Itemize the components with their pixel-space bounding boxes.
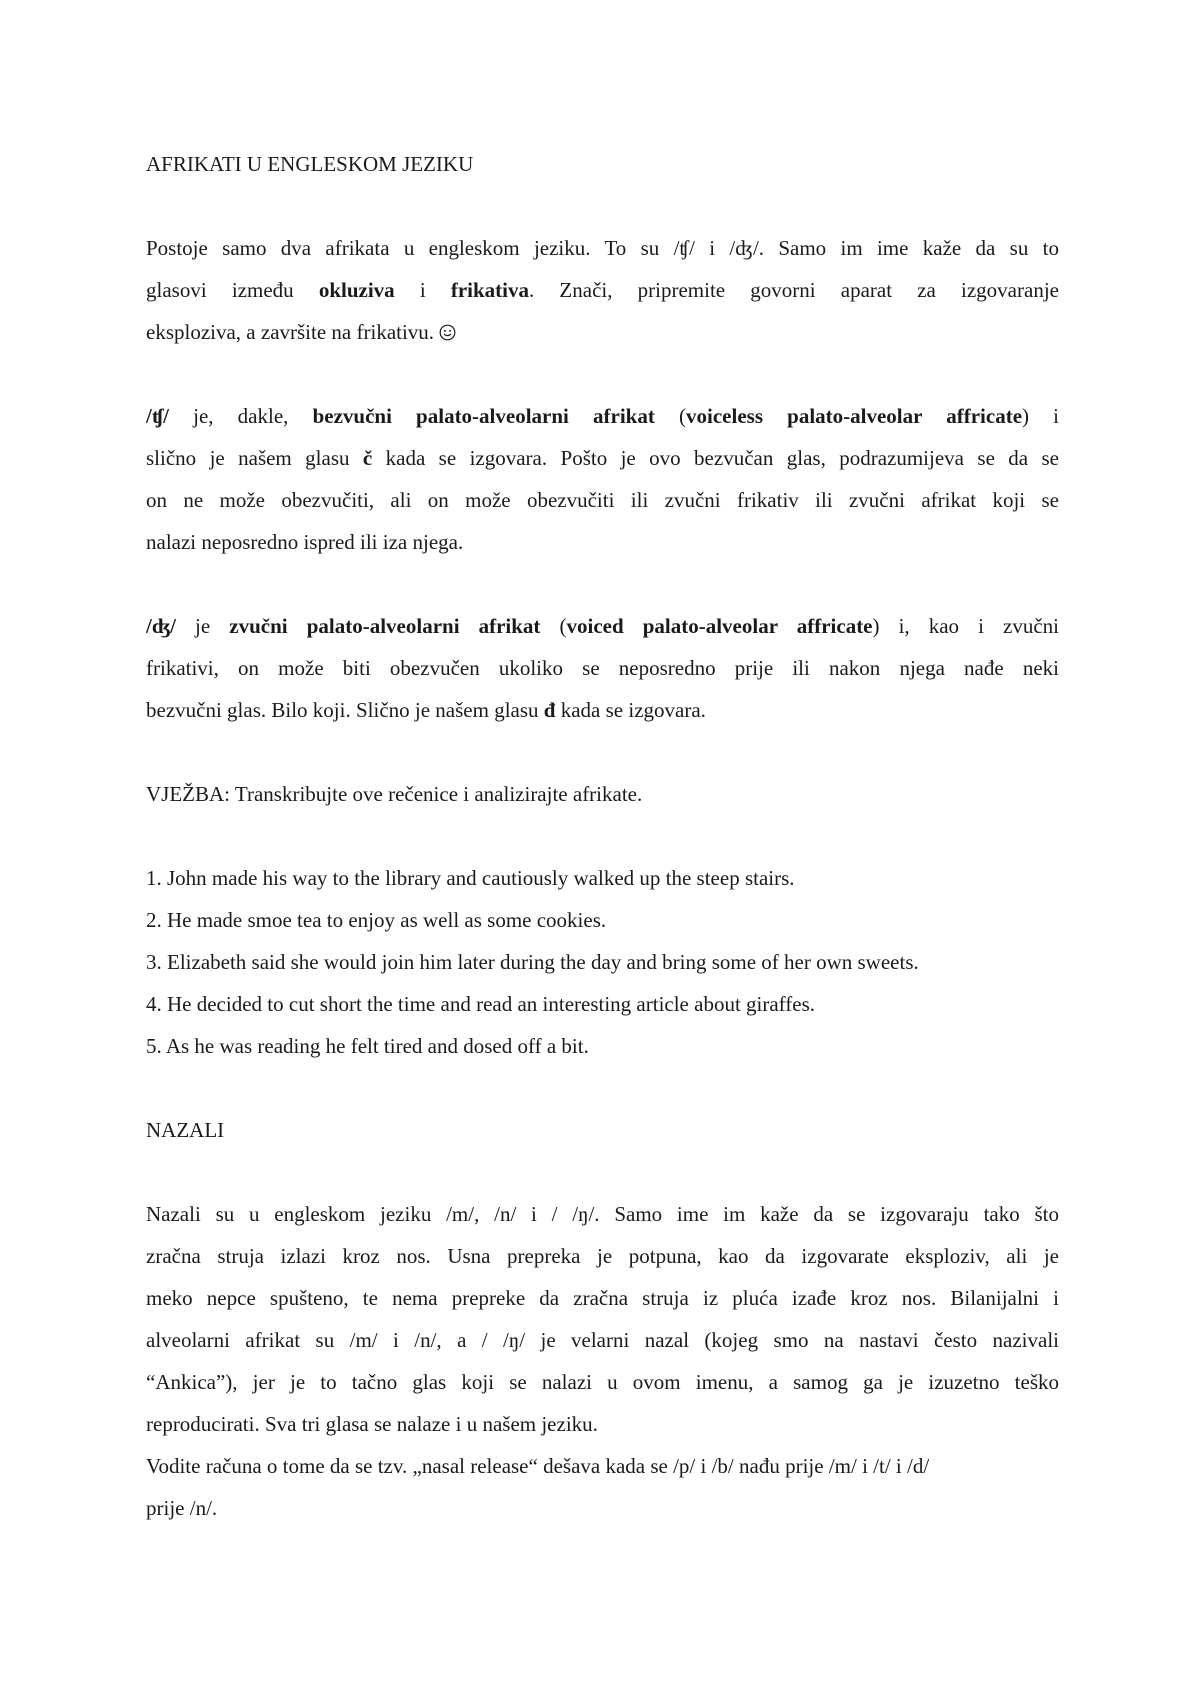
dzh-line-1: /ʤ/ je zvučni palato-alveolarni afrikat (voiced palato-alveolar affricate) i, kao i zvučni bbox=[146, 614, 1059, 638]
paragraph-dzh bbox=[146, 605, 1059, 731]
intro-line-1: Postoje samo dva afrikata u engleskom jeziku. To su /ʧ/ i /ʤ/. Samo im ime kaže da su to bbox=[146, 236, 1059, 260]
paragraph-nasal bbox=[146, 1193, 1059, 1529]
tsh-line-3: on ne može obezvučiti, ali on može obezvučiti ili zvučni frikativ ili zvučni afrikat koji se bbox=[146, 488, 1059, 512]
nasal-line-3: meko nepce spušteno, te nema prepreke da zračna struja iz pluća izađe kroz nos. Bilanijalni i bbox=[146, 1286, 1059, 1310]
intro-line-3: eksploziva, a završite na frikativu. bbox=[146, 311, 1059, 353]
tsh-line-1: /ʧ/ je, dakle, bezvučni palato-alveolarni afrikat (voiceless palato-alveolar affricate) i bbox=[146, 404, 1059, 428]
term-frikativa: frikativa bbox=[450, 278, 529, 302]
exercise-list bbox=[146, 857, 1059, 1067]
list-item: 3. Elizabeth said she would join him later during the day and bring some of her own sweets. bbox=[146, 950, 919, 974]
term-okluziva: okluziva bbox=[318, 278, 395, 302]
tsh-line-2: slično je našem glasu č kada se izgovara. Pošto je ovo bezvučan glas, podrazumijeva se da se bbox=[146, 446, 1059, 470]
nasal-line-2: zračna struja izlazi kroz nos. Usna prepreka je potpuna, kao da izgovarate eksploziv, ali je bbox=[146, 1244, 1059, 1268]
paragraph-tsh bbox=[146, 395, 1059, 563]
list-item: 2. He made smoe tea to enjoy as well as some cookies. bbox=[146, 908, 607, 932]
term-voiceless: voiceless palato-alveolar affricate bbox=[686, 404, 1023, 428]
paragraph-intro bbox=[146, 227, 1059, 353]
letter-c: č bbox=[362, 446, 373, 470]
heading-nazali: NAZALI bbox=[146, 1118, 225, 1142]
symbol-tsh: /ʧ/ bbox=[146, 404, 169, 428]
exercise-label: VJEŽBA: Transkribujte ove rečenice i analizirajte afrikate. bbox=[146, 782, 643, 806]
intro-line-2: glasovi između okluziva i frikativa. Znači, pripremite govorni aparat za izgovaranje bbox=[146, 278, 1059, 302]
list-item: 4. He decided to cut short the time and read an interesting article about giraffes. bbox=[146, 992, 816, 1016]
dzh-line-3: bezvučni glas. Bilo koji. Slično je našem glasu đ kada se izgovara. bbox=[146, 698, 706, 722]
list-item: 1. John made his way to the library and cautiously walked up the steep stairs. bbox=[146, 866, 795, 890]
list-item: 5. As he was reading he felt tired and dosed off a bit. bbox=[146, 1034, 589, 1058]
nasal-line-4: alveolarni afrikat su /m/ i /n/, a / /ŋ/ je velarni nazal (kojeg smo na nastavi često nazivali bbox=[146, 1328, 1059, 1352]
term-voiced: voiced palato-alveolar affricate bbox=[566, 614, 873, 638]
document-page bbox=[146, 143, 1059, 1529]
term-bezvucni: bezvučni palato-alveolarni afrikat bbox=[312, 404, 655, 428]
smiley-face-icon bbox=[439, 324, 456, 341]
heading-afrikati: AFRIKATI U ENGLESKOM JEZIKU bbox=[146, 152, 474, 176]
nasal-line-5: “Ankica”), jer je to tačno glas koji se nalazi u ovom imenu, a samog ga je izuzetno teško bbox=[146, 1370, 1059, 1394]
nasal-line-6: reproducirati. Sva tri glasa se nalaze i u našem jeziku. bbox=[146, 1412, 598, 1436]
nasal-line-8: prije /n/. bbox=[146, 1496, 218, 1520]
nasal-line-7: Vodite računa o tome da se tzv. „nasal release“ dešava kada se /p/ i /b/ nađu prije /m/ i /t/ i /d/ bbox=[146, 1454, 930, 1478]
nasal-line-1: Nazali su u engleskom jeziku /m/, /n/ i / /ŋ/. Samo ime im kaže da se izgovaraju tako što bbox=[146, 1202, 1059, 1226]
term-zvucni: zvučni palato-alveolarni afrikat bbox=[229, 614, 541, 638]
tsh-line-4: nalazi neposredno ispred ili iza njega. bbox=[146, 530, 464, 554]
letter-dj: đ bbox=[543, 698, 556, 722]
dzh-line-2: frikativi, on može biti obezvučen ukoliko se neposredno prije ili nakon njega nađe neki bbox=[146, 656, 1059, 680]
symbol-dzh: /ʤ/ bbox=[146, 614, 176, 638]
